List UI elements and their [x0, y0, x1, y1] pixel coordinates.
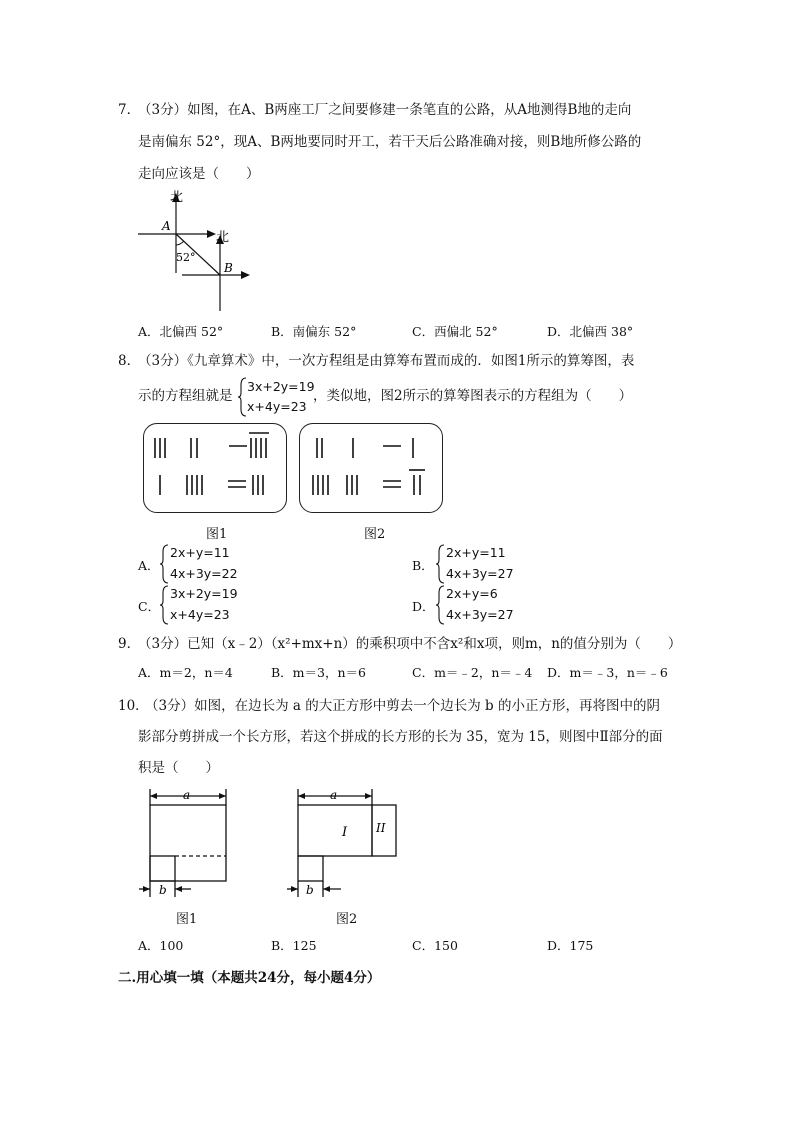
q9-option-a[interactable]: A．m＝2，n＝4: [138, 665, 233, 680]
option-label: A．: [138, 558, 160, 573]
q8-number: 8．: [118, 353, 141, 369]
q10-figure-1-caption: 图1: [176, 912, 198, 927]
equation: 3x+2y=19: [247, 379, 315, 394]
q8-option-c[interactable]: [138, 597, 160, 615]
side-b-label: b: [306, 883, 314, 897]
equation: 4x+3y=27: [446, 566, 514, 581]
q8-option-c-system: [170, 583, 238, 626]
q10-option-d[interactable]: D．175: [547, 938, 594, 953]
side-a-label: a: [183, 788, 191, 802]
part-2-label: II: [376, 821, 386, 835]
q9-number: 9．: [118, 636, 141, 652]
q7-number: 7．: [118, 102, 141, 118]
brace-icon: [436, 585, 446, 625]
q7-option-a[interactable]: A．北偏西 52°: [138, 324, 224, 339]
q7-direction-figure: [130, 185, 270, 315]
q9-option-c[interactable]: C．m＝﹣2，n＝﹣4: [412, 665, 533, 680]
q10-line-1: （3分）如图，在边长为 a 的大正方形中剪去一个边长为 b 的小正方形，再将图中的阴: [145, 698, 660, 714]
q10-option-b[interactable]: B．125: [271, 938, 317, 953]
q8-option-a[interactable]: [138, 556, 160, 574]
rod-strokes: [143, 423, 443, 513]
q8-line-2-post: ，类似地，图2所示的算筹图表示的方程组为（ ）: [313, 388, 633, 404]
q9-option-b[interactable]: B．m＝3，n＝6: [271, 665, 366, 680]
q8-option-b-system: [446, 542, 514, 585]
q7-option-d[interactable]: D．北偏西 38°: [547, 324, 634, 339]
equation: x+4y=23: [247, 399, 307, 414]
equation: 4x+3y=22: [170, 566, 238, 581]
brace-icon: [436, 544, 446, 584]
q8-option-d-system: [446, 583, 514, 626]
option-label: C．: [138, 599, 161, 614]
equation: 4x+3y=27: [446, 607, 514, 622]
q7-line-3: 走向应该是（ ）: [138, 166, 260, 182]
part-1-label: I: [342, 825, 348, 840]
equation: 2x+y=11: [446, 545, 506, 560]
brace-icon: [160, 585, 170, 625]
q9-option-d[interactable]: D．m＝﹣3，n＝﹣6: [547, 665, 668, 680]
q7-line-2: 是南偏东 52°，现A、B两地要同时开工，若干天后公路准确对接，则B地所修公路的: [138, 134, 642, 150]
equation: 2x+y=11: [170, 545, 230, 560]
angle-label: 52°: [176, 251, 196, 264]
q10-figure-2-caption: 图2: [336, 912, 358, 927]
q9-line: （3分）已知（x﹣2）（x²+mx+n）的乘积项中不含x²和x项，则m，n的值分别为（ ）: [138, 636, 682, 652]
q10-line-2: 影部分剪拼成一个长方形，若这个拼成的长方形的长为 35，宽为 15，则图中Ⅱ部分的面: [138, 729, 663, 745]
brace-icon: [160, 544, 170, 584]
q10-option-a[interactable]: A．100: [138, 938, 184, 953]
q10-number: 10．: [118, 698, 149, 714]
q8-option-b[interactable]: [412, 556, 434, 574]
equation: 3x+2y=19: [170, 586, 238, 601]
q7-option-c[interactable]: C．西偏北 52°: [412, 324, 498, 339]
rod-figure-2-caption: 图2: [364, 527, 386, 542]
equation: x+4y=23: [170, 607, 230, 622]
q10-line-3: 积是（ ）: [138, 760, 219, 776]
point-b-label: B: [224, 261, 233, 275]
side-a-label: a: [330, 788, 338, 802]
q10-square-figures: [135, 785, 415, 905]
q7-option-b[interactable]: B．南偏东 52°: [271, 324, 357, 339]
q8-line-2-pre: 示的方程组就是: [138, 388, 233, 404]
option-label: B．: [412, 558, 434, 573]
q8-option-d[interactable]: [412, 597, 435, 615]
q8-option-a-system: [170, 542, 238, 585]
section-heading: 二.用心填一填（本题共24分，每小题4分）: [118, 970, 381, 986]
side-b-label: b: [159, 883, 167, 897]
north-label-a: 北: [170, 190, 184, 205]
option-label: D．: [412, 599, 435, 614]
q10-option-c[interactable]: C．150: [412, 938, 458, 953]
point-a-label: A: [162, 219, 171, 233]
rod-figure-1-caption: 图1: [206, 527, 228, 542]
q8-line-1: （3分）《九章算术》中，一次方程组是由算筹布置而成的．如图1所示的算筹图，表: [138, 353, 635, 369]
q8-intro-system: [247, 376, 315, 418]
equation: 2x+y=6: [446, 586, 498, 601]
north-label-b: 北: [216, 230, 230, 245]
q7-line-1: （3分）如图，在A、B两座工厂之间要修建一条笔直的公路，从A地测得B地的走向: [138, 102, 632, 118]
